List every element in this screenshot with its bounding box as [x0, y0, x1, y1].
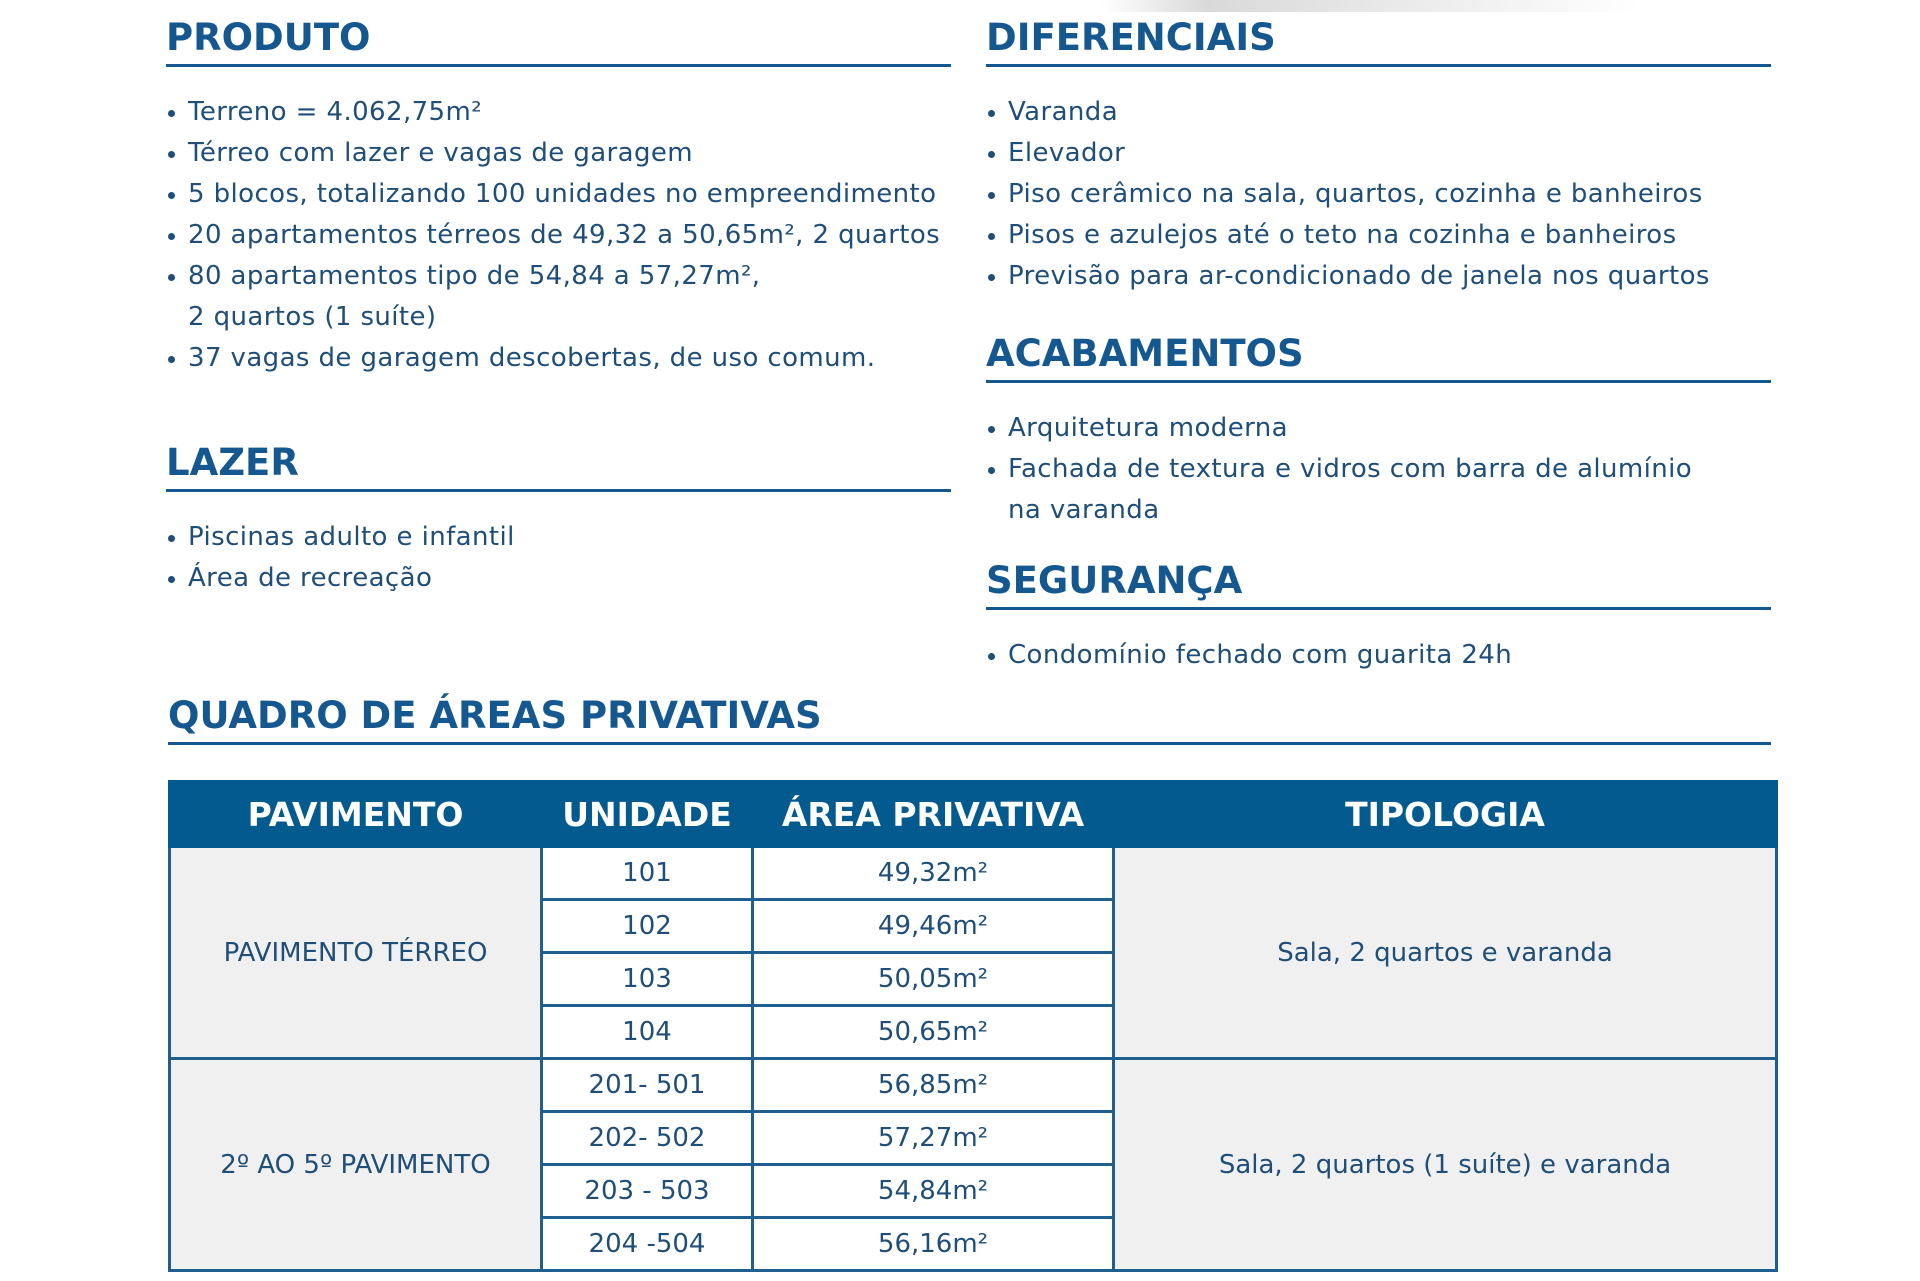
area-cell: 57,27m² [753, 1112, 1114, 1165]
list-item: Varanda [986, 92, 1710, 133]
area-cell: 56,16m² [753, 1218, 1114, 1271]
heading-diferenciais: DIFERENCIAIS [986, 14, 1771, 67]
list-item [986, 449, 1692, 531]
areas-table [168, 780, 1778, 1272]
list-seguranca [986, 635, 1512, 676]
table-header-row [170, 782, 1777, 847]
header-area-privativa: ÁREA PRIVATIVA [753, 782, 1114, 847]
list-item: Condomínio fechado com guarita 24h [986, 635, 1512, 676]
area-cell: 56,85m² [753, 1059, 1114, 1112]
list-item-line: 2 quartos (1 suíte) [188, 302, 437, 332]
list-item: 20 apartamentos térreos de 49,32 a 50,65m², 2 quartos [166, 215, 940, 256]
list-item-line: na varanda [1008, 495, 1160, 525]
list-item: Arquitetura moderna [986, 408, 1692, 449]
unidade-cell: 204 -504 [542, 1218, 753, 1271]
list-item: Elevador [986, 133, 1710, 174]
unidade-cell: 202- 502 [542, 1112, 753, 1165]
header-tipologia: TIPOLOGIA [1114, 782, 1777, 847]
list-lazer [166, 517, 515, 599]
table-row [170, 1059, 1777, 1112]
heading-acabamentos: ACABAMENTOS [986, 330, 1771, 383]
list-acabamentos [986, 408, 1692, 531]
unidade-cell: 102 [542, 900, 753, 953]
area-cell: 50,05m² [753, 953, 1114, 1006]
header-pavimento: PAVIMENTO [170, 782, 542, 847]
list-item-line: Fachada de textura e vidros com barra de alumínio [1008, 454, 1693, 484]
pavimento-cell: 2º AO 5º PAVIMENTO [170, 1059, 542, 1271]
top-decorative-strip [1100, 0, 1640, 12]
heading-quadro-areas: QUADRO DE ÁREAS PRIVATIVAS [168, 692, 1771, 745]
list-produto [166, 92, 940, 379]
pavimento-cell: PAVIMENTO TÉRREO [170, 847, 542, 1059]
unidade-cell: 104 [542, 1006, 753, 1059]
list-item: Previsão para ar-condicionado de janela nos quartos [986, 256, 1710, 297]
header-unidade: UNIDADE [542, 782, 753, 847]
list-item: Térreo com lazer e vagas de garagem [166, 133, 940, 174]
area-cell: 49,46m² [753, 900, 1114, 953]
list-item: 37 vagas de garagem descobertas, de uso comum. [166, 338, 940, 379]
list-diferenciais [986, 92, 1710, 297]
unidade-cell: 101 [542, 847, 753, 900]
heading-seguranca: SEGURANÇA [986, 557, 1771, 610]
area-cell: 49,32m² [753, 847, 1114, 900]
table-row [170, 847, 1777, 900]
unidade-cell: 203 - 503 [542, 1165, 753, 1218]
unidade-cell: 103 [542, 953, 753, 1006]
list-item: 5 blocos, totalizando 100 unidades no empreendimento [166, 174, 940, 215]
list-item: Piscinas adulto e infantil [166, 517, 515, 558]
tipologia-cell: Sala, 2 quartos e varanda [1114, 847, 1777, 1059]
list-item: Piso cerâmico na sala, quartos, cozinha e banheiros [986, 174, 1710, 215]
area-cell: 54,84m² [753, 1165, 1114, 1218]
list-item: Terreno = 4.062,75m² [166, 92, 940, 133]
list-item: Pisos e azulejos até o teto na cozinha e banheiros [986, 215, 1710, 256]
list-item-line: 80 apartamentos tipo de 54,84 a 57,27m², [188, 261, 761, 291]
list-item: Área de recreação [166, 558, 515, 599]
list-item [166, 256, 940, 338]
tipologia-cell: Sala, 2 quartos (1 suíte) e varanda [1114, 1059, 1777, 1271]
heading-produto: PRODUTO [166, 14, 951, 67]
area-cell: 50,65m² [753, 1006, 1114, 1059]
heading-lazer: LAZER [166, 439, 951, 492]
unidade-cell: 201- 501 [542, 1059, 753, 1112]
